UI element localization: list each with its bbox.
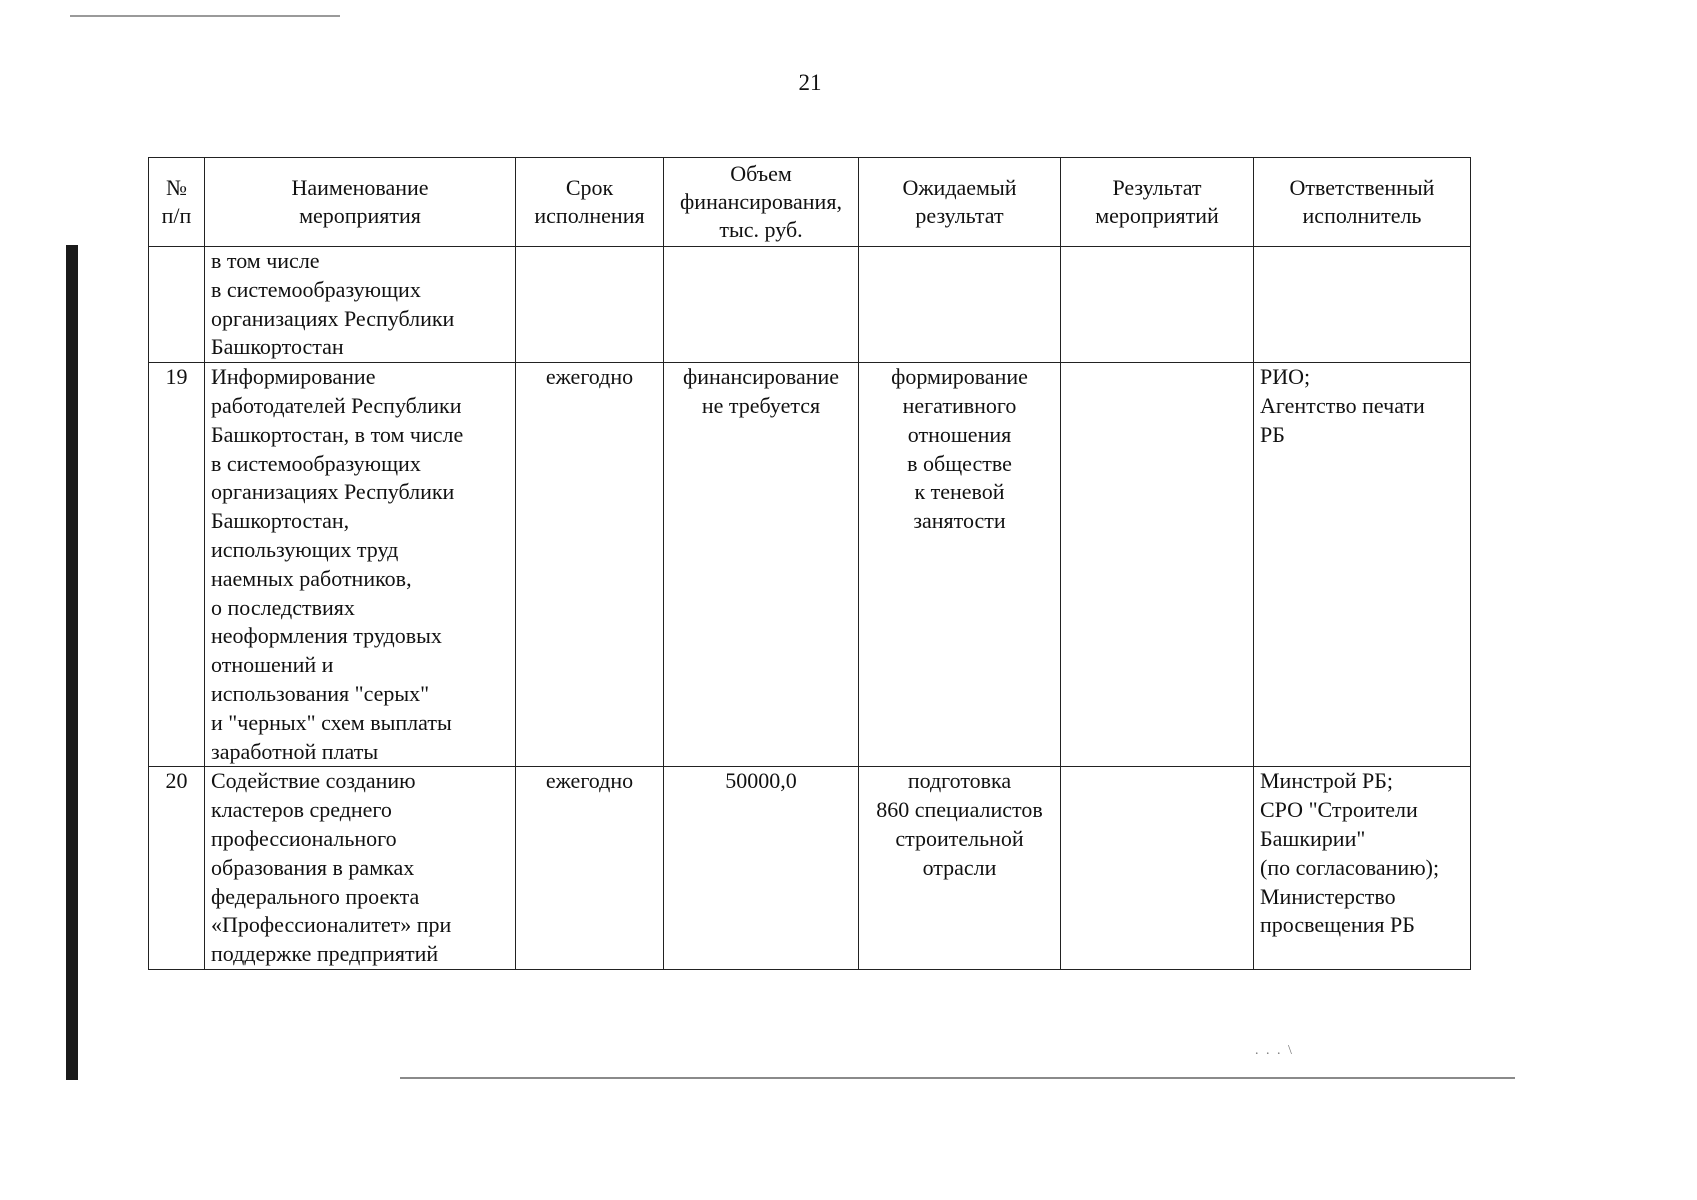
table-row <box>149 767 1471 970</box>
measures-table <box>148 157 1471 970</box>
cell-num: 19 <box>149 363 205 767</box>
header-responsible: Ответственный исполнитель <box>1254 158 1471 247</box>
cell-responsible <box>1254 247 1471 363</box>
table-header-row <box>149 158 1471 247</box>
scan-specks: . . . \ <box>1255 1043 1294 1058</box>
header-num: № п/п <box>149 158 205 247</box>
cell-funding <box>664 247 859 363</box>
cell-expected <box>859 247 1061 363</box>
table-row <box>149 363 1471 767</box>
cell-deadline <box>516 247 664 363</box>
cell-expected: формирование негативного отношения в обществе к теневой занятости <box>859 363 1061 767</box>
header-result: Результат мероприятий <box>1061 158 1254 247</box>
cell-num <box>149 247 205 363</box>
cell-name: Содействие созданию кластеров среднего профессионального образования в рамках федерального проекта «Профессионалитет» при поддержке предприятий <box>205 767 516 970</box>
cell-result <box>1061 247 1254 363</box>
scan-edge-line-bottom <box>400 1077 1515 1079</box>
cell-funding: 50000,0 <box>664 767 859 970</box>
scan-edge-line-top <box>70 15 340 17</box>
cell-result <box>1061 363 1254 767</box>
cell-responsible: Минстрой РБ; СРО "Строители Башкирии" (по согласованию); Министерство просвещения РБ <box>1254 767 1471 970</box>
header-expected: Ожидаемый результат <box>859 158 1061 247</box>
cell-result <box>1061 767 1254 970</box>
header-deadline: Срок исполнения <box>516 158 664 247</box>
page-number: 21 <box>798 70 822 95</box>
cell-expected: подготовка 860 специалистов строительной отрасли <box>859 767 1061 970</box>
header-funding: Объем финансирования, тыс. руб. <box>664 158 859 247</box>
cell-responsible: РИО; Агентство печати РБ <box>1254 363 1471 767</box>
table-row <box>149 247 1471 363</box>
scan-edge-bar-left <box>66 245 78 1080</box>
cell-num: 20 <box>149 767 205 970</box>
cell-funding: финансирование не требуется <box>664 363 859 767</box>
cell-deadline: ежегодно <box>516 363 664 767</box>
cell-name: Информирование работодателей Республики Башкортостан, в том числе в системообразующих организациях Республики Башкортостан, использующих труд наемных работников, о последствиях неоформления трудовых отношений и использования "серых" и "черных" схем выплаты заработной платы <box>205 363 516 767</box>
cell-deadline: ежегодно <box>516 767 664 970</box>
cell-name: в том числе в системообразующих организациях Республики Башкортостан <box>205 247 516 363</box>
header-name: Наименование мероприятия <box>205 158 516 247</box>
